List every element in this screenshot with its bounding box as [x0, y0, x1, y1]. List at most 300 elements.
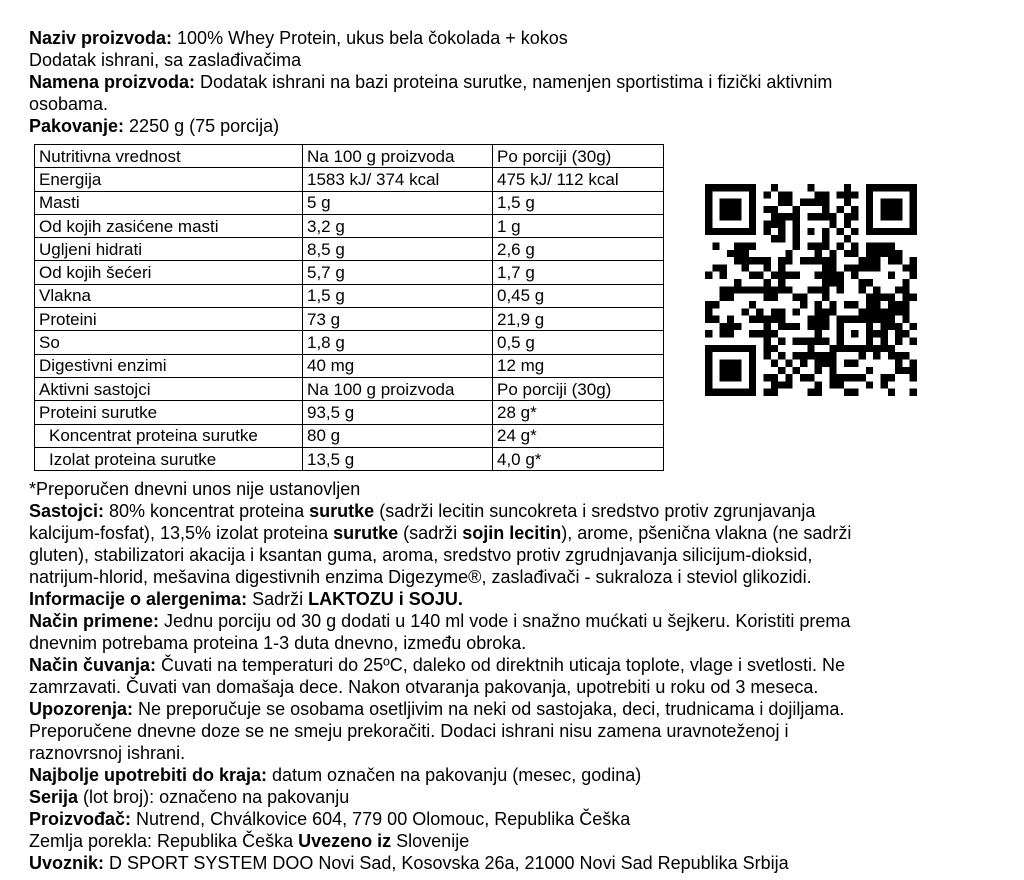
qr-module	[727, 316, 734, 323]
table-cell: Od kojih zasićene masti	[35, 214, 303, 237]
qr-module	[851, 206, 858, 213]
storage-text: Čuvati na temperaturi do 25ºC, daleko od direktnih uticaja toplote, vlage i svetlosti. Ne	[156, 655, 845, 675]
qr-module	[727, 213, 734, 220]
qr-module	[910, 184, 917, 191]
qr-module	[778, 264, 785, 271]
qr-module	[720, 294, 727, 301]
qr-module	[844, 374, 851, 381]
qr-module	[749, 242, 756, 249]
qr-module	[807, 213, 814, 220]
qr-module	[851, 374, 858, 381]
qr-module	[888, 323, 895, 330]
qr-module	[866, 250, 873, 257]
qr-module	[829, 213, 836, 220]
qr-module	[807, 345, 814, 352]
qr-module	[815, 191, 822, 198]
qr-module	[749, 257, 756, 264]
qr-module	[822, 294, 829, 301]
qr-module	[851, 228, 858, 235]
qr-module	[727, 389, 734, 396]
qr-module	[880, 228, 887, 235]
qr-module	[851, 191, 858, 198]
qr-code-icon	[705, 184, 917, 396]
qr-module	[844, 264, 851, 271]
qr-module	[829, 359, 836, 366]
qr-module	[800, 374, 807, 381]
qr-module	[829, 301, 836, 308]
soy-highlight: SOJU.	[408, 589, 463, 609]
qr-module	[880, 330, 887, 337]
ingredients-line-4: natrijum-hlorid, mešavina digestivnih enzima Digezyme®, zaslađivači - sukraloza i steviol glikozidi.	[29, 567, 812, 587]
qr-module	[749, 221, 756, 228]
qr-module	[902, 279, 909, 286]
allergens-label: Informacije o alergenima:	[29, 589, 248, 609]
qr-module	[888, 352, 895, 359]
qr-module	[771, 359, 778, 366]
qr-module	[844, 221, 851, 228]
qr-module	[734, 359, 741, 366]
qr-module	[888, 199, 895, 206]
qr-module	[866, 294, 873, 301]
qr-module	[837, 338, 844, 345]
qr-module	[771, 272, 778, 279]
qr-module	[749, 213, 756, 220]
table-cell: 5 g	[303, 191, 493, 214]
qr-module	[837, 206, 844, 213]
qr-module	[895, 338, 902, 345]
table-cell: Ugljeni hidrati	[35, 238, 303, 261]
qr-module	[837, 323, 844, 330]
table-cell: Nutritivna vrednost	[35, 145, 303, 168]
table-row	[35, 238, 664, 261]
qr-module	[705, 374, 712, 381]
qr-module	[822, 286, 829, 293]
qr-module	[829, 279, 836, 286]
supplement-line: Dodatak ishrani, sa zaslađivačima	[29, 50, 302, 70]
qr-module	[793, 272, 800, 279]
qr-module	[902, 330, 909, 337]
qr-module	[866, 184, 873, 191]
qr-module	[720, 330, 727, 337]
qr-module	[771, 374, 778, 381]
manufacturer-line	[29, 808, 630, 830]
qr-module	[910, 374, 917, 381]
qr-module	[734, 213, 741, 220]
table-cell: 93,5 g	[303, 401, 493, 424]
qr-module	[763, 330, 770, 337]
qr-module	[902, 352, 909, 359]
table-cell: 13,5 g	[303, 447, 493, 470]
qr-module	[705, 308, 712, 315]
footnote: *Preporučen dnevni unos nije ustanovljen	[29, 479, 361, 499]
batch-text: (lot broj): označeno na pakovanju	[78, 787, 350, 807]
usage-text: Jednu porciju od 30 g dodati u 140 ml vode i snažno mućkati u šejkeru. Koristiti prema	[159, 611, 851, 631]
qr-module	[873, 316, 880, 323]
table-cell: 3,2 g	[303, 214, 493, 237]
qr-module	[800, 294, 807, 301]
qr-module	[837, 272, 844, 279]
qr-module	[873, 294, 880, 301]
qr-module	[763, 221, 770, 228]
qr-module	[895, 359, 902, 366]
qr-module	[866, 345, 873, 352]
qr-module	[873, 228, 880, 235]
qr-module	[844, 359, 851, 366]
qr-module	[880, 213, 887, 220]
qr-module	[829, 272, 836, 279]
qr-module	[734, 279, 741, 286]
qr-module	[763, 264, 770, 271]
qr-module	[866, 221, 873, 228]
qr-module	[822, 308, 829, 315]
whey-highlight: surutke	[309, 501, 375, 521]
table-row	[35, 284, 664, 307]
qr-module	[727, 367, 734, 374]
qr-module	[727, 374, 734, 381]
qr-module	[712, 345, 719, 352]
qr-module	[910, 323, 917, 330]
qr-module	[829, 374, 836, 381]
table-row	[35, 145, 664, 168]
table-cell: Na 100 g proizvoda	[303, 145, 493, 168]
qr-module	[815, 359, 822, 366]
qr-module	[888, 257, 895, 264]
qr-module	[888, 272, 895, 279]
qr-module	[895, 213, 902, 220]
qr-module	[873, 250, 880, 257]
qr-module	[888, 213, 895, 220]
qr-module	[910, 367, 917, 374]
qr-module	[749, 286, 756, 293]
qr-module	[829, 221, 836, 228]
qr-module	[749, 381, 756, 388]
qr-module	[910, 359, 917, 366]
qr-module	[778, 381, 785, 388]
qr-module	[778, 367, 785, 374]
qr-module	[859, 264, 866, 271]
qr-module	[720, 184, 727, 191]
qr-module	[756, 330, 763, 337]
table-cell: 21,9 g	[493, 308, 664, 331]
qr-module	[785, 213, 792, 220]
qr-module	[793, 228, 800, 235]
qr-module	[763, 206, 770, 213]
qr-module	[742, 250, 749, 257]
table-cell: So	[35, 331, 303, 354]
qr-module	[866, 316, 873, 323]
purpose-line	[29, 71, 832, 93]
qr-module	[866, 381, 873, 388]
qr-module	[837, 316, 844, 323]
qr-module	[763, 279, 770, 286]
qr-module	[778, 323, 785, 330]
qr-module	[910, 221, 917, 228]
qr-module	[844, 301, 851, 308]
qr-module	[705, 199, 712, 206]
qr-module	[749, 184, 756, 191]
allergens-text: Sadrži	[247, 589, 309, 609]
qr-module	[785, 272, 792, 279]
qr-module	[822, 257, 829, 264]
qr-module	[837, 345, 844, 352]
qr-module	[749, 359, 756, 366]
table-cell: Vlakna	[35, 284, 303, 307]
ingredients-label: Sastojci:	[29, 501, 105, 521]
origin-line	[29, 830, 469, 852]
qr-module	[749, 330, 756, 337]
qr-module	[793, 294, 800, 301]
qr-module	[763, 294, 770, 301]
qr-module	[895, 206, 902, 213]
qr-module	[749, 345, 756, 352]
purpose-value: Dodatak ishrani na bazi proteina surutke, namenjen sportistima i fizički aktivnim	[195, 72, 833, 92]
qr-module	[742, 345, 749, 352]
table-cell: 4,0 g*	[493, 447, 664, 470]
qr-module	[880, 206, 887, 213]
qr-module	[771, 345, 778, 352]
qr-module	[778, 213, 785, 220]
qr-module	[910, 272, 917, 279]
qr-module	[880, 316, 887, 323]
usage-line-1	[29, 610, 850, 632]
warnings-label: Upozorenja:	[29, 699, 134, 719]
qr-module	[859, 257, 866, 264]
qr-module	[800, 199, 807, 206]
qr-module	[734, 250, 741, 257]
packaging-value: 2250 g (75 porcija)	[124, 116, 280, 136]
qr-module	[910, 389, 917, 396]
qr-module	[771, 330, 778, 337]
qr-module	[880, 242, 887, 249]
qr-module	[807, 316, 814, 323]
qr-module	[888, 301, 895, 308]
table-row	[35, 168, 664, 191]
qr-module	[734, 199, 741, 206]
nutrition-table	[34, 144, 664, 471]
qr-module	[807, 286, 814, 293]
table-row	[35, 191, 664, 214]
qr-module	[742, 264, 749, 271]
qr-module	[837, 228, 844, 235]
qr-module	[727, 330, 734, 337]
table-cell: 24 g*	[493, 424, 664, 447]
qr-module	[749, 272, 756, 279]
table-cell: 40 mg	[303, 354, 493, 377]
qr-module	[902, 184, 909, 191]
qr-module	[742, 286, 749, 293]
batch-label: Serija	[29, 787, 79, 807]
qr-module	[807, 389, 814, 396]
qr-module	[851, 316, 858, 323]
qr-module	[880, 250, 887, 257]
qr-module	[902, 228, 909, 235]
qr-module	[785, 374, 792, 381]
qr-module	[712, 228, 719, 235]
qr-module	[844, 213, 851, 220]
qr-module	[771, 316, 778, 323]
qr-module	[815, 213, 822, 220]
qr-module	[771, 221, 778, 228]
imported-from-label: Uvezeno iz	[298, 831, 392, 851]
qr-module	[778, 286, 785, 293]
qr-module	[888, 228, 895, 235]
qr-module	[807, 199, 814, 206]
qr-module	[793, 206, 800, 213]
qr-module	[866, 367, 873, 374]
qr-module	[895, 323, 902, 330]
qr-module	[844, 316, 851, 323]
qr-module	[793, 367, 800, 374]
qr-module	[720, 213, 727, 220]
table-cell: Na 100 g proizvoda	[303, 377, 493, 400]
qr-module	[807, 184, 814, 191]
qr-module	[910, 206, 917, 213]
qr-module	[829, 381, 836, 388]
qr-module	[895, 367, 902, 374]
allergens-line	[29, 588, 463, 610]
qr-module	[844, 235, 851, 242]
table-cell: Aktivni sastojci	[35, 377, 303, 400]
qr-module	[756, 272, 763, 279]
qr-module	[763, 191, 770, 198]
table-cell: 73 g	[303, 308, 493, 331]
qr-module	[851, 250, 858, 257]
qr-module	[749, 301, 756, 308]
qr-module	[873, 264, 880, 271]
table-cell: Od kojih šećeri	[35, 261, 303, 284]
qr-module	[910, 294, 917, 301]
qr-module	[778, 199, 785, 206]
qr-module	[910, 338, 917, 345]
warnings-line-3: raznovrsnoj ishrani.	[29, 743, 186, 763]
qr-module	[822, 242, 829, 249]
qr-module	[742, 308, 749, 315]
qr-module	[705, 359, 712, 366]
qr-module	[815, 330, 822, 337]
qr-module	[880, 184, 887, 191]
qr-module	[888, 294, 895, 301]
qr-module	[837, 374, 844, 381]
qr-module	[910, 228, 917, 235]
qr-module	[880, 323, 887, 330]
qr-module	[902, 294, 909, 301]
qr-module	[888, 374, 895, 381]
qr-module	[895, 228, 902, 235]
table-cell: Digestivni enzimi	[35, 354, 303, 377]
qr-module	[822, 235, 829, 242]
qr-module	[727, 228, 734, 235]
table-row	[35, 401, 664, 424]
qr-module	[895, 286, 902, 293]
qr-module	[793, 323, 800, 330]
usage-label: Način primene:	[29, 611, 160, 631]
qr-module	[866, 330, 873, 337]
qr-module	[851, 330, 858, 337]
table-cell: 80 g	[303, 424, 493, 447]
qr-module	[705, 301, 712, 308]
qr-module	[822, 206, 829, 213]
table-cell: 1,8 g	[303, 331, 493, 354]
qr-module	[910, 257, 917, 264]
table-cell: 1,5 g	[303, 284, 493, 307]
qr-module	[866, 228, 873, 235]
qr-module	[866, 191, 873, 198]
qr-module	[727, 184, 734, 191]
qr-module	[895, 184, 902, 191]
warnings-line-1	[29, 698, 844, 720]
qr-module	[807, 338, 814, 345]
table-cell: 1,7 g	[493, 261, 664, 284]
qr-module	[851, 242, 858, 249]
best-before-text: datum označen na pakovanju (mesec, godina)	[267, 765, 642, 785]
qr-module	[742, 184, 749, 191]
qr-module	[895, 199, 902, 206]
qr-module	[763, 352, 770, 359]
qr-module	[851, 213, 858, 220]
qr-module	[880, 199, 887, 206]
qr-module	[888, 184, 895, 191]
qr-module	[837, 279, 844, 286]
qr-module	[771, 308, 778, 315]
qr-module	[859, 279, 866, 286]
qr-module	[800, 352, 807, 359]
qr-module	[712, 242, 719, 249]
qr-module	[734, 286, 741, 293]
qr-module	[734, 257, 741, 264]
qr-module	[815, 242, 822, 249]
qr-module	[851, 301, 858, 308]
qr-module	[859, 374, 866, 381]
qr-module	[720, 286, 727, 293]
product-name-line	[29, 27, 568, 49]
qr-module	[815, 257, 822, 264]
qr-module	[888, 308, 895, 315]
qr-module	[727, 206, 734, 213]
qr-module	[829, 308, 836, 315]
qr-module	[734, 367, 741, 374]
qr-module	[873, 330, 880, 337]
qr-module	[851, 264, 858, 271]
importer-label: Uvoznik:	[29, 853, 105, 873]
qr-module	[888, 206, 895, 213]
importer-line	[29, 852, 789, 874]
qr-module	[756, 316, 763, 323]
purpose-line-2: osobama.	[29, 94, 109, 114]
qr-module	[815, 308, 822, 315]
qr-module	[815, 367, 822, 374]
qr-module	[727, 359, 734, 366]
table-cell: Koncentrat proteina surutke	[35, 424, 303, 447]
qr-module	[815, 352, 822, 359]
qr-module	[815, 316, 822, 323]
qr-module	[866, 213, 873, 220]
qr-module	[720, 264, 727, 271]
qr-module	[712, 301, 719, 308]
storage-line-2: zamrzavati. Čuvati van domašaja dece. Nakon otvaranja pakovanja, upotrebiti u roku od 3 meseca.	[29, 677, 819, 697]
table-cell: 1583 kJ/ 374 kcal	[303, 168, 493, 191]
table-cell: 1 g	[493, 214, 664, 237]
table-cell: Proteini	[35, 308, 303, 331]
qr-module	[705, 330, 712, 337]
and-text: i	[393, 589, 409, 609]
product-name-label: Naziv proizvoda:	[29, 28, 173, 48]
qr-module	[866, 338, 873, 345]
qr-module	[895, 257, 902, 264]
table-row	[35, 424, 664, 447]
qr-module	[895, 301, 902, 308]
qr-module	[785, 323, 792, 330]
qr-module	[902, 316, 909, 323]
